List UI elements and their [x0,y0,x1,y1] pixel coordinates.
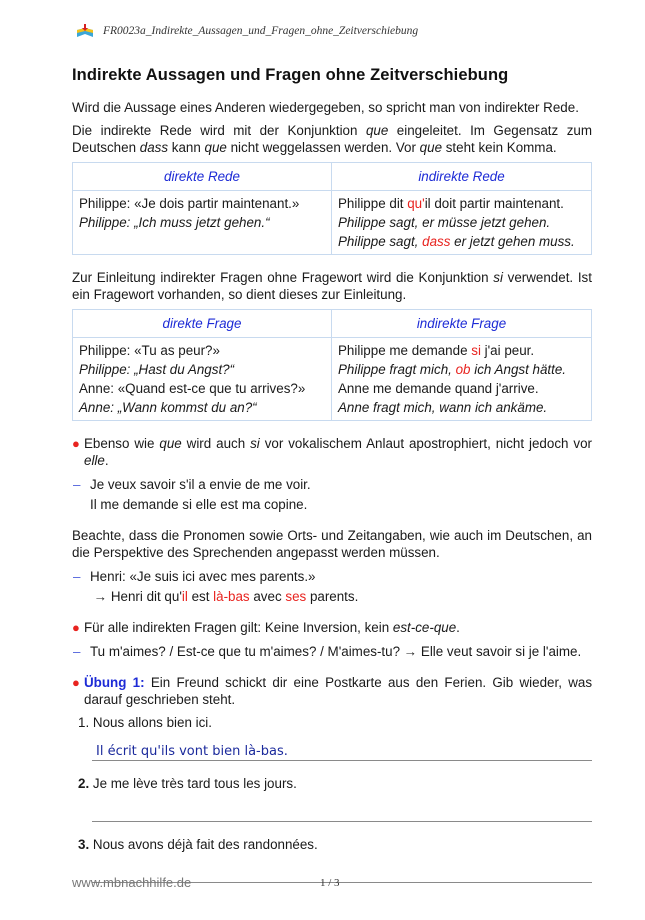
intro-paragraph-2: Die indirekte Rede wird mit der Konjunktion que eingeleitet. Im Gegensatz zum Deutschen dass kann que nicht weggelassen werden. Vor que steht kein Komma. [72,123,592,155]
exercise-item-2: 2. Je me lève très tard tous les jours. [78,776,297,791]
exercise-label: Übung 1: [84,675,145,690]
arrow-icon: → [93,589,108,604]
page-number: 1 / 3 [320,877,340,889]
example-apostrophe: – Je veux savoir s'il a envie de me voir. Il me demande si elle est ma copine. [73,477,311,512]
table-header-row [73,163,592,191]
answer-field-1[interactable] [92,738,592,761]
intro-paragraph-1: Wird die Aussage eines Anderen wiedergegeben, so spricht man von indirekter Rede. [72,100,579,115]
document-header [76,22,418,40]
example-no-inversion: – Tu m'aimes? / Est-ce que tu m'aimes? / M'aimes-tu? → Elle veut savoir si je l'aime. [72,642,592,662]
red-bullet-icon: ● [72,436,80,451]
blue-bullet-icon: ● [72,675,80,690]
questions-intro-paragraph: Zur Einleitung indirekter Fragen ohne Fragewort wird die Konjunktion si verwendet. Ist ein Fragewort vorhanden, so dient dieses zur Einleitung. [72,270,592,302]
speech-comparison-table [72,162,592,255]
table-row [73,338,592,421]
column-header-indirect-question: indirekte Frage [332,310,592,338]
exercise-item-3: 3. Nous avons déjà fait des randonnées. [78,837,318,852]
indirect-question-cell: Philippe me demande si j'ai peur. Philippe fragt mich, ob ich Angst hätte. Anne me demande quand j'arrive. Anne fragt mich, wann ich ankäme. [332,338,592,421]
dash-marker-icon: – [73,569,81,584]
worksheet-page [72,66,592,897]
direct-speech-cell: Philippe: «Je dois partir maintenant.» Philippe: „Ich muss jetzt gehen.“ [73,191,332,255]
page-title: Indirekte Aussagen und Fragen ohne Zeitverschiebung [72,66,509,84]
column-header-direct-speech: direkte Rede [73,163,332,191]
note-no-inversion: ● Für alle indirekten Fragen gilt: Keine Inversion, kein est-ce-que. [72,620,460,635]
exercise-item-1: 1. Nous allons bien ici. [78,715,212,730]
table-row [73,191,592,255]
example-perspective: – Henri: «Je suis ici avec mes parents.» → Henri dit qu'il est là-bas avec ses parents. [73,569,359,604]
dash-marker-icon: – [73,477,81,492]
exercise-instruction: ● Übung 1: Ein Freund schickt dir eine Postkarte aus den Ferien. Gib wieder, was darauf geschrieben steht. [72,675,593,707]
question-comparison-table [72,309,592,421]
dash-marker-icon: – [73,644,81,659]
handwritten-answer: Il écrit qu'ils vont bien là-bas. [96,744,288,759]
perspective-paragraph: Beachte, dass die Pronomen sowie Orts- und Zeitangaben, wie auch im Deutschen, an die Perspektive des Sprechenden angepasst werden müssen. [72,528,592,560]
column-header-direct-question: direkte Frage [73,310,332,338]
direct-question-cell: Philippe: «Tu as peur?» Philippe: „Hast du Angst?“ Anne: «Quand est-ce que tu arrives?» Anne: „Wann kommst du an?“ [73,338,332,421]
answer-field-2[interactable] [92,799,592,822]
note-apostrophe: ● Ebenso wie que wird auch si vor vokalischem Anlaut apostrophiert, nicht jedoch vor elle. [72,436,592,468]
book-logo-icon [76,24,94,38]
file-name: FR0023a_Indirekte_Aussagen_und_Fragen_ohne_Zeitverschiebung [103,25,419,37]
indirect-speech-cell: Philippe dit qu'il doit partir maintenant. Philippe sagt, er müsse jetzt gehen. Philippe sagt, dass er jetzt gehen muss. [332,191,592,255]
footer-website-link[interactable]: www.mbnachhilfe.de [72,875,192,890]
column-header-indirect-speech: indirekte Rede [332,163,592,191]
table-header-row [73,310,592,338]
red-bullet-icon: ● [72,620,80,635]
